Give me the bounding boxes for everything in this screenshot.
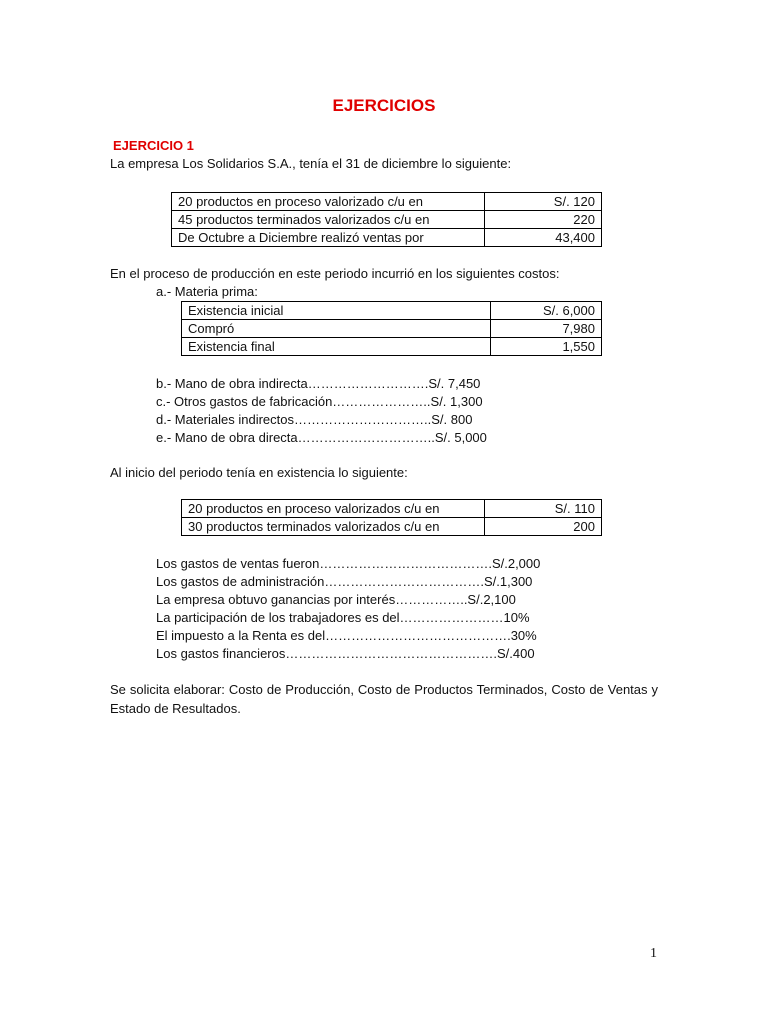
table-row <box>172 211 602 229</box>
cost-item: c.- Otros gastos de fabricación…………………..S/. 1,300 <box>156 394 483 409</box>
table-row <box>182 500 602 518</box>
expense-item: Los gastos de ventas fueron………………………………….S/.2,000 <box>156 556 541 571</box>
request-paragraph: Se solicita elaborar: Costo de Producción, Costo de Productos Terminados, Costo de Ventas y Estado de Resultados. <box>110 682 658 716</box>
raw-material-label: a.- Materia prima: <box>156 284 258 299</box>
table-cell-concept: Compró <box>182 320 491 338</box>
exercise-label: EJERCICIO 1 <box>113 138 194 153</box>
closing-inventory-table <box>171 192 602 247</box>
table-cell-amount: 1,550 <box>491 338 602 356</box>
table-cell-amount: S/. 6,000 <box>491 302 602 320</box>
page-number: 1 <box>650 946 657 961</box>
table-cell-amount: S/. 110 <box>485 500 602 518</box>
expense-item: La empresa obtuvo ganancias por interés……………..S/.2,100 <box>156 592 516 607</box>
cost-item: b.- Mano de obra indirecta……………………….S/. 7,450 <box>156 376 481 391</box>
cost-item: e.- Mano de obra directa…………………………..S/. 5,000 <box>156 430 487 445</box>
table-row <box>182 302 602 320</box>
table-cell-concept: Existencia inicial <box>182 302 491 320</box>
table-cell-amount: 7,980 <box>491 320 602 338</box>
expense-item: Los gastos de administración……………………………….S/.1,300 <box>156 574 533 589</box>
table-row <box>172 229 602 247</box>
table-row <box>172 193 602 211</box>
table-cell-concept: 20 productos en proceso valorizado c/u en <box>172 193 485 211</box>
table-row <box>182 338 602 356</box>
table-cell-concept: De Octubre a Diciembre realizó ventas por <box>172 229 485 247</box>
start-intro-text: Al inicio del periodo tenía en existencia lo siguiente: <box>110 465 408 480</box>
table-cell-amount: 200 <box>485 518 602 536</box>
table-cell-concept: Existencia final <box>182 338 491 356</box>
expense-item: El impuesto a la Renta es del…………………………………….30% <box>156 628 537 643</box>
cost-item: d.- Materiales indirectos…………………………..S/. 800 <box>156 412 473 427</box>
table-cell-amount: 220 <box>485 211 602 229</box>
table-cell-amount: S/. 120 <box>485 193 602 211</box>
page-title: EJERCICIOS <box>332 96 436 115</box>
table-cell-concept: 45 productos terminados valorizados c/u en <box>172 211 485 229</box>
table-cell-concept: 30 productos terminados valorizados c/u en <box>182 518 485 536</box>
table-row <box>182 518 602 536</box>
expense-item: Los gastos financieros………………………………………….S/.400 <box>156 646 535 661</box>
raw-material-table <box>181 301 602 356</box>
intro-text: La empresa Los Solidarios S.A., tenía el 31 de diciembre lo siguiente: <box>110 156 512 171</box>
costs-intro-text: En el proceso de producción en este periodo incurrió en los siguientes costos: <box>110 266 560 281</box>
table-cell-concept: 20 productos en proceso valorizados c/u en <box>182 500 485 518</box>
table-row <box>182 320 602 338</box>
table-cell-amount: 43,400 <box>485 229 602 247</box>
expense-item: La participación de los trabajadores es del……………………10% <box>156 610 530 625</box>
opening-inventory-table <box>181 499 602 536</box>
